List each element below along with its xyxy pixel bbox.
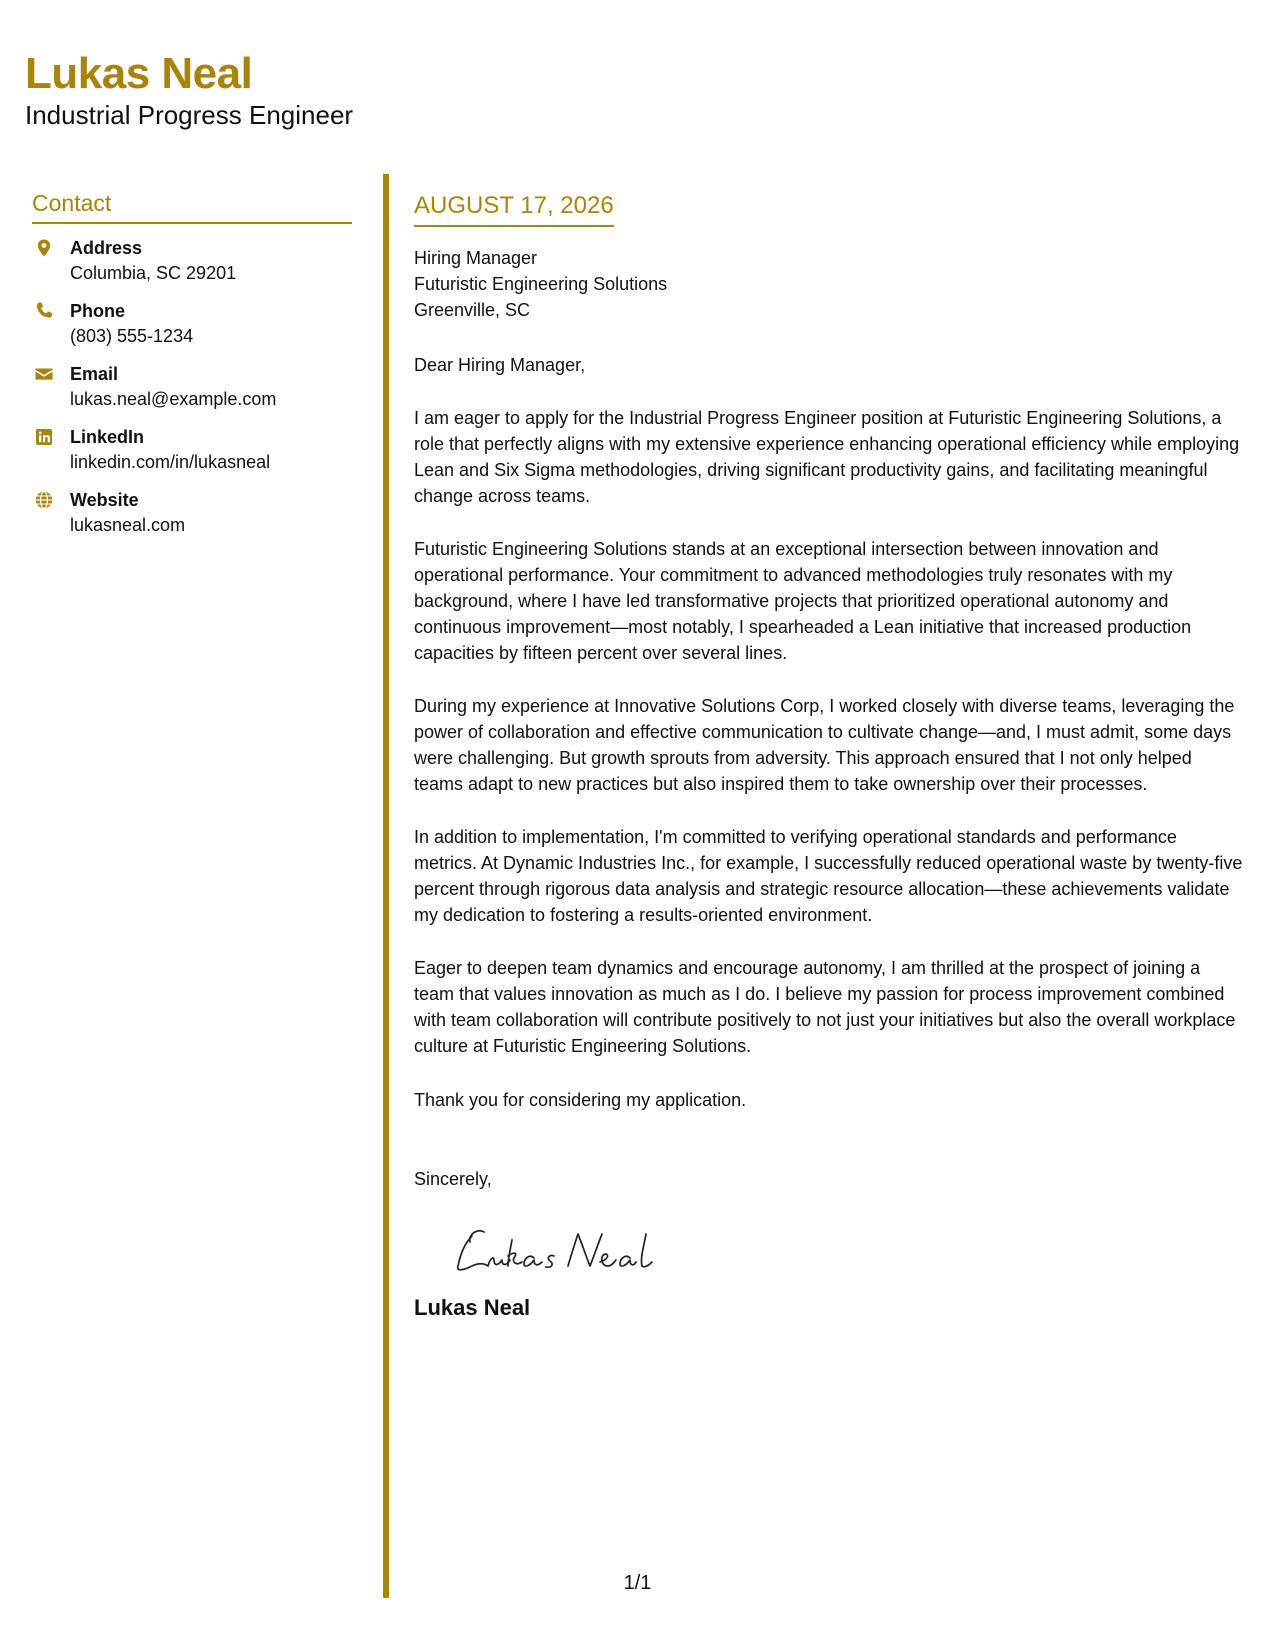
website-link[interactable]: lukasneal.com <box>70 515 186 535</box>
page-number: 1/1 <box>623 1572 652 1594</box>
contact-item-linkedin <box>32 425 352 488</box>
body-paragraph: Futuristic Engineering Solutions stands at an exceptional intersection between innovation and operational performance. Your commitment to advanced methodologies truly resonates with my background, where I have led transformative projects that prioritized operational autonomy and continuous improvement—most notably, I spearheaded a Lean initiative that increased production capacities by fifteen percent over several lines. <box>414 539 1192 663</box>
signoff: Sincerely, <box>414 1169 492 1189</box>
envelope-icon <box>34 364 54 384</box>
contact-list <box>32 236 352 551</box>
recipient-name: Hiring Manager <box>414 248 538 268</box>
vertical-divider <box>383 174 389 1598</box>
address-value: Columbia, SC 29201 <box>70 263 237 283</box>
phone-icon <box>34 301 54 321</box>
contact-label: LinkedIn <box>70 427 145 447</box>
contact-item-website <box>32 488 352 551</box>
recipient-block <box>414 245 1244 323</box>
body-paragraph: Eager to deepen team dynamics and encourage autonomy, I am thrilled at the prospect of joining a team that values innovation as much as I do. I believe my passion for process improvement combined with team collaboration will contribute positively to not just your initiatives but also the overall workplace culture at Futuristic Engineering Solutions. <box>414 958 1236 1056</box>
contact-heading: Contact <box>32 188 352 224</box>
email-link[interactable]: lukas.neal@example.com <box>70 389 277 409</box>
contact-label: Website <box>70 490 139 510</box>
globe-icon <box>34 490 54 510</box>
signed-name: Lukas Neal <box>414 1295 531 1320</box>
contact-item-phone <box>32 299 352 362</box>
handwritten-signature <box>450 1222 680 1280</box>
contact-label: Email <box>70 364 119 384</box>
contact-item-address <box>32 236 352 299</box>
linkedin-link[interactable]: linkedin.com/in/lukasneal <box>70 452 271 472</box>
recipient-company: Futuristic Engineering Solutions <box>414 274 668 294</box>
recipient-location: Greenville, SC <box>414 300 531 320</box>
applicant-name: Lukas Neal <box>25 49 253 98</box>
phone-value: (803) 555-1234 <box>70 326 194 346</box>
contact-label: Phone <box>70 301 126 321</box>
salutation: Dear Hiring Manager, <box>414 355 586 375</box>
body-paragraph: In addition to implementation, I'm committed to verifying operational standards and performance metrics. At Dynamic Industries Inc., for example, I successfully reduced operational waste by twenty-five percent through rigorous data analysis and strategic resource allocation—these achievements validate my dedication to fostering a results-oriented environment. <box>414 827 1243 925</box>
letter-date: AUGUST 17, 2026 <box>414 190 614 227</box>
letter-header <box>25 48 353 131</box>
letter-body <box>414 190 1244 1323</box>
map-pin-icon <box>34 238 54 258</box>
closing-line: Thank you for considering my application. <box>414 1090 747 1110</box>
applicant-title: Industrial Progress Engineer <box>25 100 354 130</box>
body-paragraph: I am eager to apply for the Industrial Progress Engineer position at Futuristic Engineering Solutions, a role that perfectly aligns with my extensive experience enhancing operational efficiency while employing Lean and Six Sigma methodologies, driving significant productivity gains, and facilitating meaningful change across teams. <box>414 408 1240 506</box>
contact-label: Address <box>70 238 143 258</box>
linkedin-icon <box>34 427 54 447</box>
body-paragraph: During my experience at Innovative Solutions Corp, I worked closely with diverse teams, leveraging the power of collaboration and effective communication to cultivate change—and, I must admit, some days were challenging. But growth sprouts from adversity. This approach ensured that I not only helped teams adapt to new practices but also inspired them to take ownership over their processes. <box>414 696 1235 794</box>
contact-item-email <box>32 362 352 425</box>
contact-sidebar <box>32 188 352 551</box>
